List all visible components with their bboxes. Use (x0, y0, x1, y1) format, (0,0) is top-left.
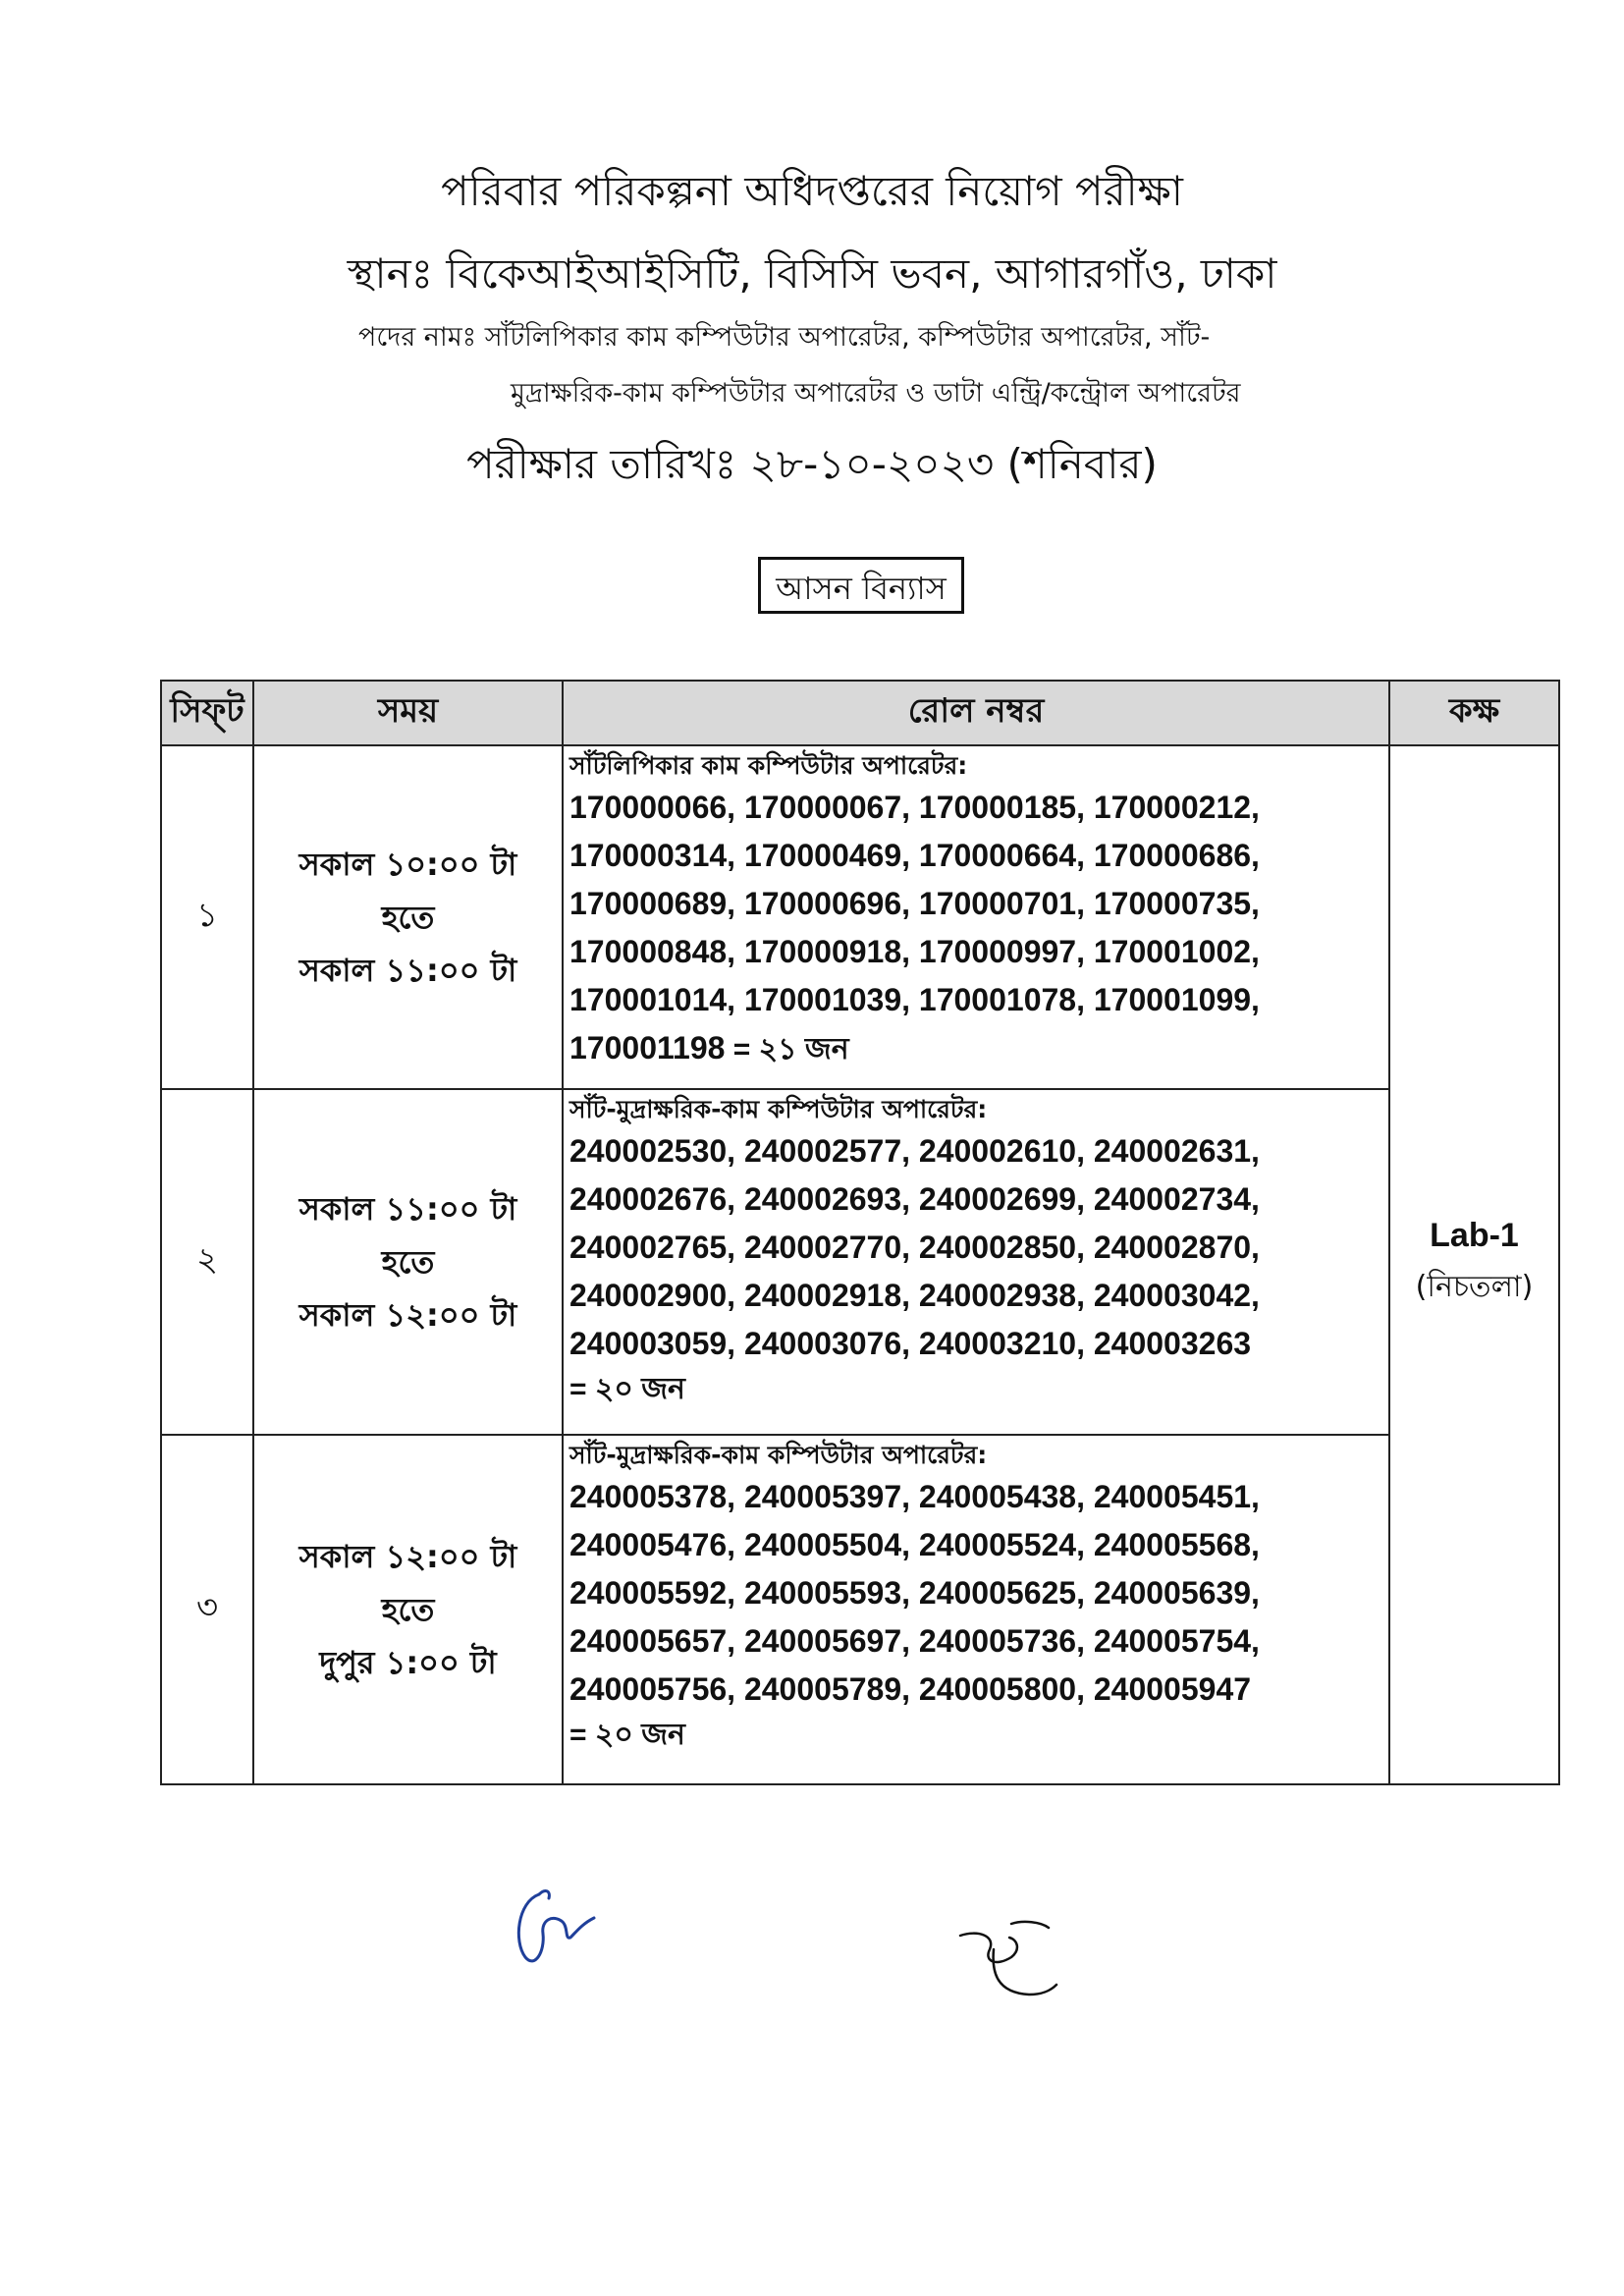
time-to: সকাল ১২:০০ টা (298, 1296, 517, 1334)
shift-time (253, 1089, 563, 1435)
time-separator: হতে (381, 899, 435, 936)
roll-numbers (569, 784, 1382, 1072)
seat-plan-table (160, 680, 1560, 1785)
roll-cell (563, 745, 1389, 1089)
time-from: সকাল ১০:০০ টা (298, 846, 517, 883)
header-roll-number: রোল নম্বর (563, 681, 1389, 745)
seat-plan-label: আসন বিন্যাস (758, 557, 964, 614)
time-to: সকাল ১১:০০ টা (298, 952, 517, 989)
shift-number: ১ (161, 745, 253, 1089)
header-time: সময় (253, 681, 563, 745)
post-name: সাঁট-মুদ্রাক্ষরিক-কাম কম্পিউটার অপারেটর: (569, 1441, 988, 1469)
post-names-line-2: মুদ্রাক্ষরিক-কাম কম্পিউটার অপারেটর ও ডাটা এন্ট্রি/কন্ট্রোল অপারেটর (511, 378, 1241, 409)
exam-venue: স্থানঃ বিকেআইআইসিটি, বিসিসি ভবন, আগারগাঁও, ঢাকা (347, 249, 1277, 298)
table-row (161, 1435, 1559, 1784)
room-floor: (নিচতলা) (1415, 1270, 1534, 1304)
post-name: সাঁটলিপিকার কাম কম্পিউটার অপারেটর: (569, 751, 968, 780)
table-header-row (161, 681, 1559, 745)
exam-date: পরীক্ষার তারিখঃ ২৮-১০-২০২৩ (শনিবার) (466, 440, 1158, 488)
roll-number-list: 240002530, 240002577, 240002610, 240002631, 240002676, 240002693, 240002699, 240002734, 240002765, 240002770, 240002850, 240002870, 240002900, 240002918, 240002938, 240003042, 240003059, 240003076, 240003210, 240003263 (569, 1133, 1260, 1361)
signature-left (506, 1881, 623, 1974)
candidate-total: = ২০ জন (569, 1719, 685, 1751)
room-cell (1389, 745, 1559, 1784)
header-room: কক্ষ (1389, 681, 1559, 745)
roll-cell (563, 1435, 1389, 1784)
time-separator: হতে (381, 1591, 435, 1628)
signature-right (952, 1910, 1070, 2008)
time-separator: হতে (381, 1243, 435, 1281)
header-shift: সিফ্‌ট (161, 681, 253, 745)
roll-number-list: 240005378, 240005397, 240005438, 240005451, 240005476, 240005504, 240005524, 240005568, 240005592, 240005593, 240005625, 240005639, 240005657, 240005697, 240005736, 240005754, 240005756, 240005789, 240005800, 240005947 (569, 1479, 1260, 1707)
document-title: পরিবার পরিকল্পনা অধিদপ্তরের নিয়োগ পরীক্ষা (441, 167, 1183, 215)
shift-time (253, 745, 563, 1089)
shift-number: ২ (161, 1089, 253, 1435)
table-row (161, 745, 1559, 1089)
post-name: সাঁট-মুদ্রাক্ষরিক-কাম কম্পিউটার অপারেটর: (569, 1095, 988, 1123)
time-from: সকাল ১১:০০ টা (298, 1190, 517, 1228)
time-to: দুপুর ১:০০ টা (319, 1644, 497, 1681)
post-names-line-1: পদের নামঃ সাঁটলিপিকার কাম কম্পিউটার অপারেটর, কম্পিউটার অপারেটর, সাঁট- (358, 322, 1211, 353)
time-from: সকাল ১২:০০ টা (298, 1538, 517, 1575)
table-row (161, 1089, 1559, 1435)
roll-cell (563, 1089, 1389, 1435)
shift-number: ৩ (161, 1435, 253, 1784)
shift-time (253, 1435, 563, 1784)
roll-number-list: 170000066, 170000067, 170000185, 170000212, 170000314, 170000469, 170000664, 170000686, 170000689, 170000696, 170000701, 170000735, 170000848, 170000918, 170000997, 170001002, 170001014, 170001039, 170001078, 170001099, 170001198 (569, 790, 1260, 1066)
candidate-total: = ২১ জন (725, 1033, 849, 1066)
room-name: Lab-1 (1430, 1217, 1519, 1254)
candidate-total: = ২০ জন (569, 1373, 685, 1405)
